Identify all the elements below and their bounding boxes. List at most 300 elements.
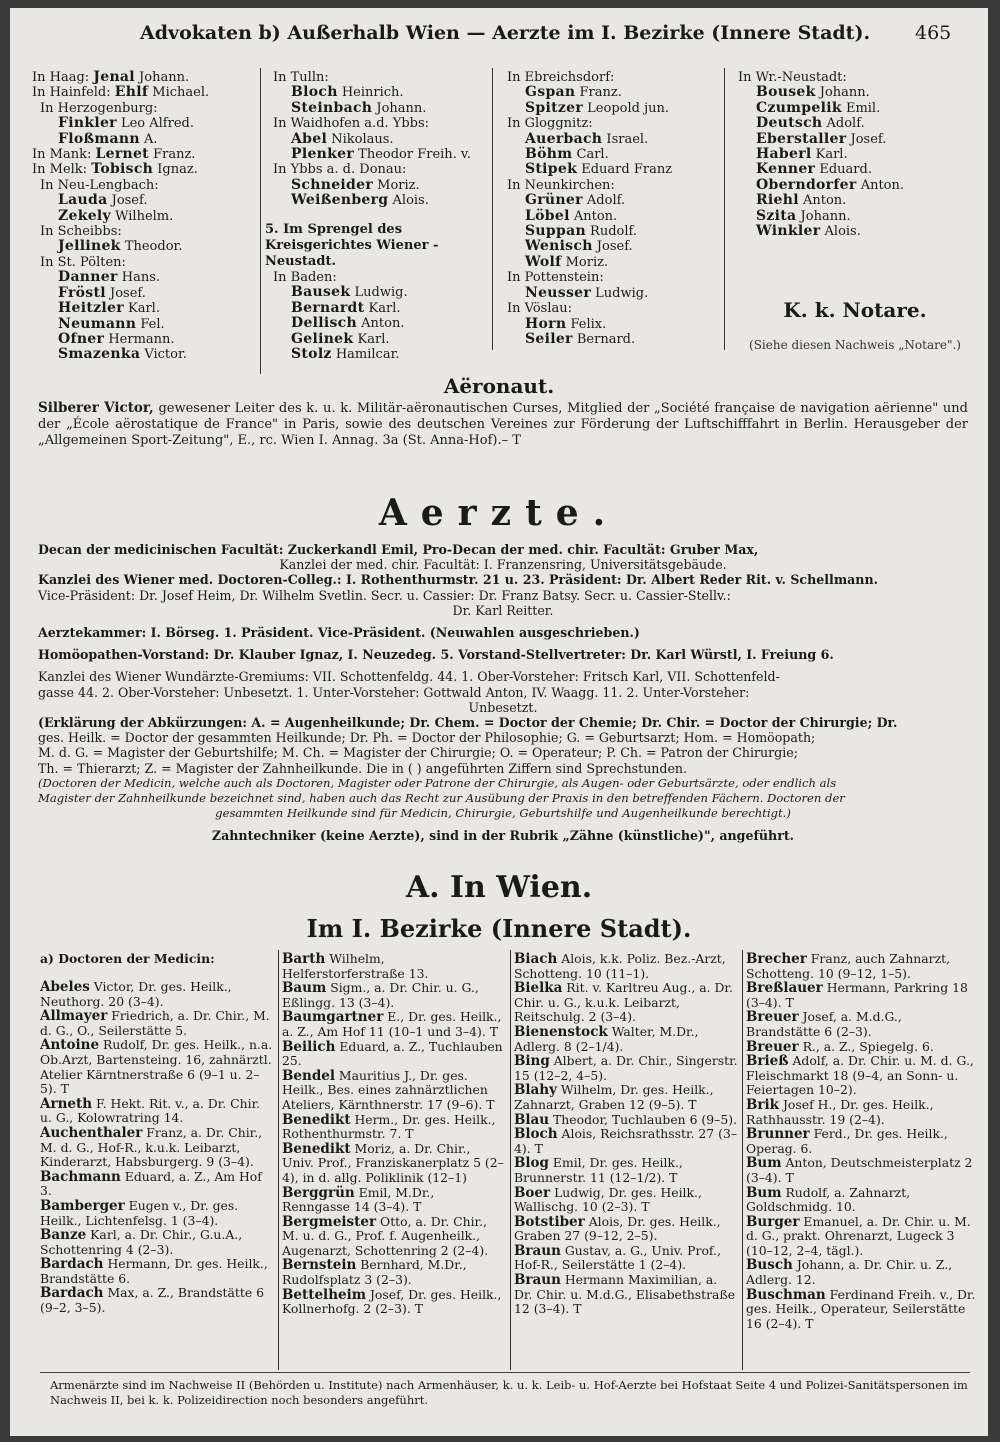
entry-detail: Theodor. (120, 239, 183, 255)
entry-prefix: In Hainfeld: (32, 85, 115, 101)
entry (265, 116, 471, 131)
doctor-list-col4 (746, 952, 976, 1331)
doctor-entry (514, 1025, 738, 1054)
entry (265, 132, 471, 147)
doctor-name: Bardach (40, 1285, 104, 1302)
entry (730, 224, 904, 239)
lawyer-list-col2 (265, 70, 471, 209)
doctor-detail: Rit. v. Karltreu Aug., a. Dr. Chir. u. G., k.u.k. Leibarzt, Reitschulg. 2 (3–4). (514, 980, 733, 1025)
entry (32, 70, 209, 85)
entry (499, 85, 672, 100)
notare-heading: K. k. Notare. (783, 298, 927, 322)
entry-detail: Alois. (388, 193, 429, 209)
doctor-detail: Karl, a. Dr. Chir., G.u.A., Schottenring 4 (2–3). (40, 1227, 243, 1257)
doctor-name: Botstiber (514, 1213, 585, 1230)
entry-name: Zekely (58, 207, 111, 224)
column-divider (260, 68, 261, 374)
entry (499, 162, 672, 177)
entry-prefix: In Melk: (32, 162, 92, 178)
doctor-name: Benedikt (282, 1111, 351, 1128)
entry (265, 332, 408, 347)
doctor-name: Beilich (282, 1038, 336, 1055)
doctor-entry (514, 1083, 738, 1112)
doctor-name: Blahy (514, 1082, 557, 1099)
entry (730, 193, 904, 208)
entry (265, 316, 408, 331)
entry-detail: Josef. (107, 193, 148, 209)
doctor-name: Bum (746, 1155, 782, 1172)
entry (265, 101, 471, 116)
lawyer-list-col1 (32, 70, 209, 363)
entry (730, 162, 904, 177)
doctor-detail: Emanuel, a. Dr. Chir. u. M. d. G., prakt. Ohrenarzt, Lugeck 3 (10–12, 2–4, tägl.). (746, 1213, 971, 1258)
entry (499, 70, 672, 85)
entry-detail: Bernard. (572, 331, 636, 347)
entry (499, 239, 672, 254)
doctor-name: Buschman (746, 1286, 826, 1303)
doctor-detail: Wilhelm, Helferstorferstraße 13. (282, 951, 429, 981)
doctor-entry (746, 952, 976, 981)
entry-detail: Karl. (364, 300, 401, 316)
entry-name: Lauda (58, 192, 108, 209)
entry-name: Plenker (291, 146, 355, 163)
doctor-entry (746, 1127, 976, 1156)
entry (730, 85, 904, 100)
entry-name: Heitzler (58, 300, 124, 317)
entry-detail: Ludwig. (591, 285, 649, 301)
entry-detail: Emil. (841, 100, 881, 116)
doctor-name: Busch (746, 1257, 793, 1274)
aerzte-line: gesammten Heilkunde sind für Medicin, Chirurgie, Geburtshilfe und Augenheilkunde berechtigt.) (215, 806, 791, 821)
entry (32, 147, 209, 162)
entry-prefix: In Ybbs a. d. Donau: (273, 162, 407, 178)
entry (730, 101, 904, 116)
doctor-entry (40, 1038, 274, 1096)
entry-detail: Anton. (357, 316, 405, 332)
entry-prefix: In Mank: (32, 147, 96, 163)
doctor-name: Auchenthaler (40, 1124, 143, 1141)
entry-name: Oberndorfer (756, 176, 857, 193)
doctor-entry (282, 1288, 506, 1317)
doctor-name: Bamberger (40, 1197, 125, 1214)
doctor-entry (514, 952, 738, 981)
entry-detail: Hamilcar. (331, 347, 400, 363)
doctor-detail: Theodor, Tuchlauben 6 (9–5). (549, 1111, 737, 1127)
doctor-detail: Josef H., Dr. ges. Heilk., Rathhausstr. 19 (2–4). (746, 1096, 934, 1127)
aerzte-line: gasse 44. 2. Ober-Vorsteher: Unbesetzt. 1. Unter-Vorsteher: Gottwald Anton, IV. Waagg. 11. 2. Unter-Vorsteher: (38, 684, 750, 700)
entry-detail: Israel. (602, 131, 649, 147)
doctor-entry (746, 1040, 976, 1055)
entry-detail: Anton. (569, 208, 618, 224)
column-divider (278, 950, 279, 1370)
doctor-entry (40, 1097, 274, 1126)
entry-name: Löbel (525, 207, 570, 224)
entry-prefix: In Tulln: (273, 70, 329, 85)
entry-name: Kenner (756, 161, 816, 178)
entry (499, 332, 672, 347)
entry (265, 270, 408, 285)
doctor-entry (282, 981, 506, 1010)
doctor-name: Bienenstock (514, 1023, 608, 1040)
doctor-name: Blog (514, 1155, 549, 1172)
doctor-entry (746, 1258, 976, 1287)
doctor-entry (282, 1069, 506, 1113)
doctor-entry (282, 1186, 506, 1215)
doctor-detail: Albert, a. Dr. Chir., Singerstr. 15 (12–2, 4–5). (514, 1053, 738, 1083)
entry (730, 116, 904, 131)
doctor-detail: Adolf, a. Dr. Chir. u. M. d. G., Fleischmarkt 18 (9–4, an Sonn- u. Feiertagen 10–2). (746, 1053, 974, 1098)
doctor-entry (282, 1113, 506, 1142)
doctor-detail: E., Dr. ges. Heilk., a. Z., Am Hof 11 (10–1 und 3–4). T (282, 1009, 502, 1039)
doctor-name: Bing (514, 1053, 550, 1070)
doctor-entry (746, 1215, 976, 1259)
entry-name: Floßmann (58, 130, 140, 147)
doctor-entry (746, 981, 976, 1010)
doctor-entry (40, 1170, 274, 1199)
entry-name: Stolz (291, 346, 332, 363)
lawyer-list-col3 (499, 70, 672, 347)
doctor-entry (514, 981, 738, 1025)
entry (32, 101, 209, 116)
entry (499, 101, 672, 116)
entry-name: Jenal (93, 69, 135, 85)
doctor-name: Bielka (514, 980, 563, 997)
entry (499, 224, 672, 239)
entry (265, 347, 408, 362)
entry-prefix: In Waidhofen a.d. Ybbs: (273, 116, 430, 132)
doctor-detail: Johann, a. Dr. Chir. u. Z., Adlerg. 12. (746, 1257, 953, 1288)
aerzte-line: Kanzlei des Wiener med. Doctoren-Colleg.: I. Rothenthurmstr. 21 u. 23. Präsident: Dr. Albert Reder Rit. v. Schellmann. (38, 572, 878, 588)
entry-detail: Johann. (796, 208, 851, 224)
aerzte-line: M. d. G. = Magister der Geburtshilfe; M. Ch. = Magister der Chirurgie; O. = Operateur; P. Ch. = Patron der Chirurgie; (38, 745, 798, 761)
entry-name: Stipek (525, 161, 578, 178)
entry-name: Auerbach (525, 130, 603, 147)
entry (499, 209, 672, 224)
entry-detail: Franz. (575, 85, 622, 101)
entry (32, 270, 209, 285)
doctor-name: Bendel (282, 1067, 335, 1084)
doctor-detail: Otto, a. Dr. Chir., M. u. d. G., Prof. f. Augenheilk., Augenarzt, Schottenring 2 (2–4). (282, 1213, 489, 1258)
entry-detail: Josef. (846, 131, 887, 147)
entry-name: Ehlf (114, 84, 149, 101)
doctor-name: Baumgartner (282, 1009, 384, 1026)
doctor-name: Breßlauer (746, 980, 823, 997)
doctor-entry (746, 1054, 976, 1098)
doctor-name: Braun (514, 1272, 561, 1289)
entry-detail: Michael. (148, 85, 210, 101)
bezirk-heading: Im I. Bezirke (Innere Stadt). (306, 914, 692, 943)
entry (730, 70, 904, 85)
entry (32, 224, 209, 239)
entry (32, 255, 209, 270)
entry-prefix: In Scheibbs: (40, 224, 122, 240)
entry-prefix: In Herzogenburg: (40, 100, 158, 116)
doctor-detail: Max, a. Z., Brandstätte 6 (9–2, 3–5). (40, 1285, 265, 1316)
aerzte-line: (Doctoren der Medicin, welche auch als Doctoren, Magister oder Patrone der Chirurgie, als Augen- oder Geburtsärzte, oder endlich als (38, 775, 837, 790)
doctor-name: Abeles (40, 979, 90, 995)
entry-detail: Johann. (372, 100, 427, 116)
entry-name: Jellinek (58, 238, 121, 255)
entry-detail: Johann. (815, 85, 870, 101)
entry-name: Bausek (291, 284, 351, 301)
doctor-detail: Josef, a. M.d.G., Brandstätte 6 (2–3). (746, 1009, 902, 1039)
doctor-name: Breuer (746, 1009, 799, 1026)
entry-detail: Karl. (353, 331, 390, 347)
doctor-entry (514, 1215, 738, 1244)
doctor-detail: Ludwig, Dr. ges. Heilk., Wallischg. 10 (2–3). T (514, 1184, 702, 1215)
entry-name: Weißenberg (291, 192, 389, 209)
entry-name: Wenisch (525, 238, 593, 255)
doctor-detail: R., a. Z., Spiegelg. 6. (798, 1038, 934, 1054)
entry-detail: Victor. (140, 347, 187, 363)
entry (265, 147, 471, 162)
aerzte-line: Decan der medicinischen Facultät: Zuckerkandl Emil, Pro-Decan der med. chir. Facultät: Gruber Max, (38, 542, 759, 557)
aeronaut-heading: Aëronaut. (443, 374, 555, 398)
entry-detail: Karl. (123, 301, 160, 317)
doctor-detail: Emil, M.Dr., Renngasse 14 (3–4). T (282, 1184, 435, 1215)
doctor-name: Bum (746, 1184, 782, 1201)
doctor-entry (282, 1258, 506, 1287)
entry-name: Neumann (58, 315, 137, 332)
entry-name: Bernardt (291, 299, 365, 316)
doctor-name: Banze (40, 1227, 87, 1244)
entry (32, 193, 209, 208)
doctor-detail: Franz, a. Dr. Chir., M. d. G., Hof-R., k.u.k. Leibarzt, Kinderarzt, Habsburgerg. 9 (3–4). (40, 1124, 263, 1170)
entry (499, 116, 672, 131)
entry-name: Steinbach (291, 99, 373, 116)
doctors-subheading: a) Doctoren der Medicin: (40, 951, 215, 966)
doctor-entry (746, 1156, 976, 1185)
doctor-name: Burger (746, 1213, 800, 1230)
doctor-entry (514, 1127, 738, 1156)
entry (32, 239, 209, 254)
entry-detail: Adolf. (582, 193, 626, 209)
doctor-entry (746, 1010, 976, 1039)
entry-name: Fröstl (58, 284, 106, 301)
entry (499, 147, 672, 162)
doctor-detail: Rudolf, Dr. ges. Heilk., n.a. Ob.Arzt, Bartensteing. 16, zahnärztl. Atelier Kärntnerstraße 6 (9–1 u. 2–5). T (40, 1037, 273, 1097)
entry-name: Riehl (756, 192, 799, 209)
entry-prefix: In Ebreichsdorf: (507, 70, 615, 85)
entry (499, 255, 672, 270)
lawyer-list-col4 (730, 70, 904, 239)
doctor-list-col3 (514, 952, 738, 1317)
doctor-name: Barth (282, 951, 326, 967)
doctor-entry (282, 1215, 506, 1259)
doctor-name: Biach (514, 951, 558, 967)
entry (499, 286, 672, 301)
doctor-name: Bergmeister (282, 1213, 377, 1230)
doctor-entry (514, 1054, 738, 1083)
aerzte-line: Magister der Zahnheilkunde bezeichnet sind, haben auch das Recht zur Ausübung der Praxis in den betreffenden Fächern. Doctoren der (38, 791, 845, 806)
doctor-name: Breuer (746, 1038, 799, 1055)
entry-name: Czumpelik (756, 99, 842, 116)
footer-note: Armenärzte sind im Nachweise II (Behörden u. Institute) nach Armenhäuser, k. u. k. Leib- u. Hof-Aerzte bei Hofstaat Seite 4 und Polizei-Sanitätspersonen im Nachweis II, bei k. k. Polizeidirection noch besonders angeführt. (50, 1378, 968, 1407)
doctor-name: Antoine (40, 1037, 100, 1054)
entry (265, 162, 471, 177)
aeronaut-entry (38, 400, 968, 449)
section-heading-wiener-neustadt: 5. Im Sprengel des Kreisgerichtes Wiener - Neustadt. (265, 222, 439, 269)
entry (499, 132, 672, 147)
doctor-detail: Eugen v., Dr. ges. Heilk., Lichtenfelsg. 1 (3–4). (40, 1197, 239, 1228)
entry-name: Ofner (58, 330, 105, 347)
entry-detail: Wilhelm. (111, 208, 174, 224)
doctor-detail: Friedrich, a. Dr. Chir., M. d. G., O., Seilerstätte 5. (40, 1008, 270, 1038)
aerzte-intro (38, 542, 968, 844)
aerzte-line: Unbesetzt. (468, 699, 538, 715)
entry (730, 132, 904, 147)
entry (32, 347, 209, 362)
doctor-entry (746, 1098, 976, 1127)
entry (730, 147, 904, 162)
doctor-detail: Gustav, a. G., Univ. Prof., Hof-R., Seilerstätte 1 (2–4). (514, 1242, 721, 1273)
entry-detail: Moriz. (561, 254, 609, 270)
entry (730, 178, 904, 193)
entry-name: Haberl (756, 146, 812, 163)
entry-name: Smazenka (58, 346, 141, 363)
doctor-name: Brik (746, 1096, 780, 1113)
entry (32, 162, 209, 177)
entry-detail: A. (139, 131, 158, 147)
notare-note: (Siehe diesen Nachweis „Notare".) (749, 338, 961, 352)
doctor-entry (40, 1228, 274, 1257)
doctor-entry (40, 1199, 274, 1228)
doctor-detail: F. Hekt. Rit. v., a. Dr. Chir. u. G., Kolowratring 14. (40, 1095, 261, 1126)
entry-detail: Felix. (566, 316, 607, 332)
doctor-name: Allmayer (40, 1008, 108, 1025)
aerzte-line: Vice-Präsident: Dr. Josef Heim, Dr. Wilhelm Svetlin. Secr. u. Cassier: Dr. Franz Batsy. Secr. u. Cassier-Stellv.: (38, 587, 731, 603)
doctor-entry (514, 1156, 738, 1185)
doctor-entry (40, 1257, 274, 1286)
entry-detail: Franz. (148, 147, 196, 163)
doctor-detail: Victor, Dr. ges. Heilk., Neuthorg. 20 (3–4). (40, 979, 232, 1009)
entry-prefix: In Haag: (32, 70, 94, 85)
doctor-entry (514, 1113, 738, 1128)
entry (32, 209, 209, 224)
entry-detail: Heinrich. (337, 85, 404, 101)
entry (499, 270, 672, 285)
entry-name: Spitzer (525, 99, 584, 116)
doctor-name: Braun (514, 1242, 561, 1259)
entry-name: Wolf (525, 253, 562, 270)
doctor-entry (514, 1244, 738, 1273)
entry (265, 178, 471, 193)
entry-name: Abel (291, 130, 328, 147)
doctor-name: Brunner (746, 1126, 810, 1143)
entry (32, 332, 209, 347)
aerzte-line: Dr. Karl Reitter. (452, 602, 554, 618)
doctor-detail: Walter, M.Dr., Adlerg. 8 (2–1/4). (514, 1023, 699, 1054)
doctor-detail: Ferd., Dr. ges. Heilk., Operag. 6. (746, 1126, 948, 1156)
entry (32, 301, 209, 316)
entry-detail: Carl. (572, 147, 609, 163)
entry (499, 178, 672, 193)
entry-name: Lernet (95, 146, 149, 163)
entry-name: Horn (525, 315, 567, 332)
entry-prefix: In Vöslau: (507, 301, 572, 317)
entry-detail: Adolf. (822, 116, 865, 132)
entry-detail: Moriz. (373, 177, 420, 193)
doctor-detail: Eduard, a. Z., Am Hof 3. (40, 1168, 262, 1199)
entry (32, 85, 209, 100)
doctor-detail: Bernhard, M.Dr., Rudolfsplatz 3 (2–3). (282, 1257, 467, 1288)
doctor-name: Brecher (746, 951, 807, 967)
entry-prefix: In St. Pölten: (40, 254, 126, 270)
doctor-entry (40, 980, 274, 1009)
doctor-entry (282, 1010, 506, 1039)
aerzte-line: Zahntechniker (keine Aerzte), sind in der Rubrik „Zähne (künstliche)", angeführt. (211, 828, 795, 844)
running-header: Advokaten b) Außerhalb Wien — Aerzte im I. Bezirke (Innere Stadt). (140, 22, 871, 44)
entry (32, 116, 209, 131)
doctor-name: Bettelheim (282, 1286, 367, 1303)
entry-name: Bloch (291, 84, 338, 101)
entry (265, 193, 471, 208)
entry-detail: Rudolf. (585, 224, 638, 240)
entry-detail: Josef. (105, 285, 146, 301)
doctor-entry (746, 1186, 976, 1215)
entry-detail: Johann. (134, 70, 190, 85)
aerzte-line: Aerztekammer: I. Börseg. 1. Präsident. Vice-Präsident. (Neuwahlen ausgeschrieben.) (38, 625, 640, 641)
entry (32, 286, 209, 301)
aerzte-line: ges. Heilk. = Doctor der gesammten Heilkunde; Dr. Ph. = Doctor der Philosophie; G. = Geburtsarzt; Hom. = Homöopath; (38, 730, 816, 746)
doctor-name: Blau (514, 1111, 550, 1128)
doctor-detail: Sigm., a. Dr. Chir. u. G., Eßlingg. 13 (3–4). (282, 980, 479, 1010)
entry-detail: Leopold jun. (583, 100, 669, 116)
entry-prefix: In Gloggnitz: (507, 116, 593, 132)
aerzte-line: Th. = Thierarzt; Z. = Magister der Zahnheilkunde. Die in ( ) angeführten Ziffern sind Sprechstunden. (38, 760, 688, 776)
doctor-detail: Alois, Dr. ges. Heilk., Graben 27 (9–12, 2–5). (514, 1213, 721, 1244)
entry-name: Böhm (525, 146, 573, 163)
doctor-detail: Hermann, Dr. ges. Heilk., Brandstätte 6. (40, 1256, 268, 1286)
doctor-detail: Franz, auch Zahnarzt, Schotteng. 10 (9–12, 1–5). (746, 951, 951, 981)
entry-name: Gspan (525, 84, 576, 101)
doctor-entry (40, 1009, 274, 1038)
entry (32, 317, 209, 332)
entry-detail: Fel. (136, 316, 165, 332)
entry-name: Deutsch (756, 115, 823, 132)
entry-detail: Karl. (811, 147, 848, 163)
aerzte-heading: Aerzte. (378, 492, 620, 534)
entry-prefix: In Neu-Lengbach: (40, 177, 159, 193)
aeronaut-text: gewesener Leiter des k. u. k. Militär-aëronautischen Curses, Mitglied der „Société française de navigation aërienne" und der „École aërostatique de France" in Paris, sowie des deutschen Vereines zur Förderung der Luftschifffahrt in Berlin. Herausgeber der „Allgemeinen Sport-Zeitung", E., rc. Wien I. Annag. 3a (St. Anna-Hof).– T (38, 401, 968, 448)
doctor-name: Bernstein (282, 1257, 357, 1274)
aeronaut-name: Silberer Victor, (38, 400, 154, 416)
doctor-entry (282, 952, 506, 981)
entry-name: Bousek (756, 84, 816, 101)
doctor-detail: Josef, Dr. ges. Heilk., Kollnerhofg. 2 (2–3). T (282, 1286, 502, 1317)
entry-detail: Eduard. (815, 162, 872, 178)
aerzte-line: (Erklärung der Abkürzungen: A. = Augenheilkunde; Dr. Chem. = Doctor der Chemie; Dr. Chir. = Doctor der Chirurgie; Dr. (38, 715, 898, 731)
doctor-detail: Hermann, Parkring 18 (3–4). T (746, 980, 968, 1010)
doctor-name: Benedikt (282, 1140, 351, 1157)
doctor-detail: Alois, k.k. Poliz. Bez.-Arzt, Schotteng. 10 (11–1). (514, 951, 726, 981)
doctor-detail: Wilhelm, Dr. ges. Heilk., Zahnarzt, Graben 12 (9–5). T (514, 1082, 714, 1112)
entry-name: Finkler (58, 115, 117, 132)
doctor-list-col2 (282, 952, 506, 1317)
lawyer-list-baden (265, 270, 408, 362)
doctor-name: Bloch (514, 1126, 558, 1143)
doctor-entry (746, 1288, 976, 1332)
entry (499, 193, 672, 208)
entry-detail: Ludwig. (350, 285, 408, 301)
directory-page (10, 8, 988, 1436)
entry-name: Danner (58, 269, 118, 286)
entry-name: Tobisch (91, 161, 154, 178)
entry-name: Szita (756, 207, 797, 224)
doctor-entry (514, 1186, 738, 1215)
entry-name: Schneider (291, 176, 373, 193)
doctor-detail: Alois, Reichsrathsstr. 27 (3–4). T (514, 1126, 738, 1156)
